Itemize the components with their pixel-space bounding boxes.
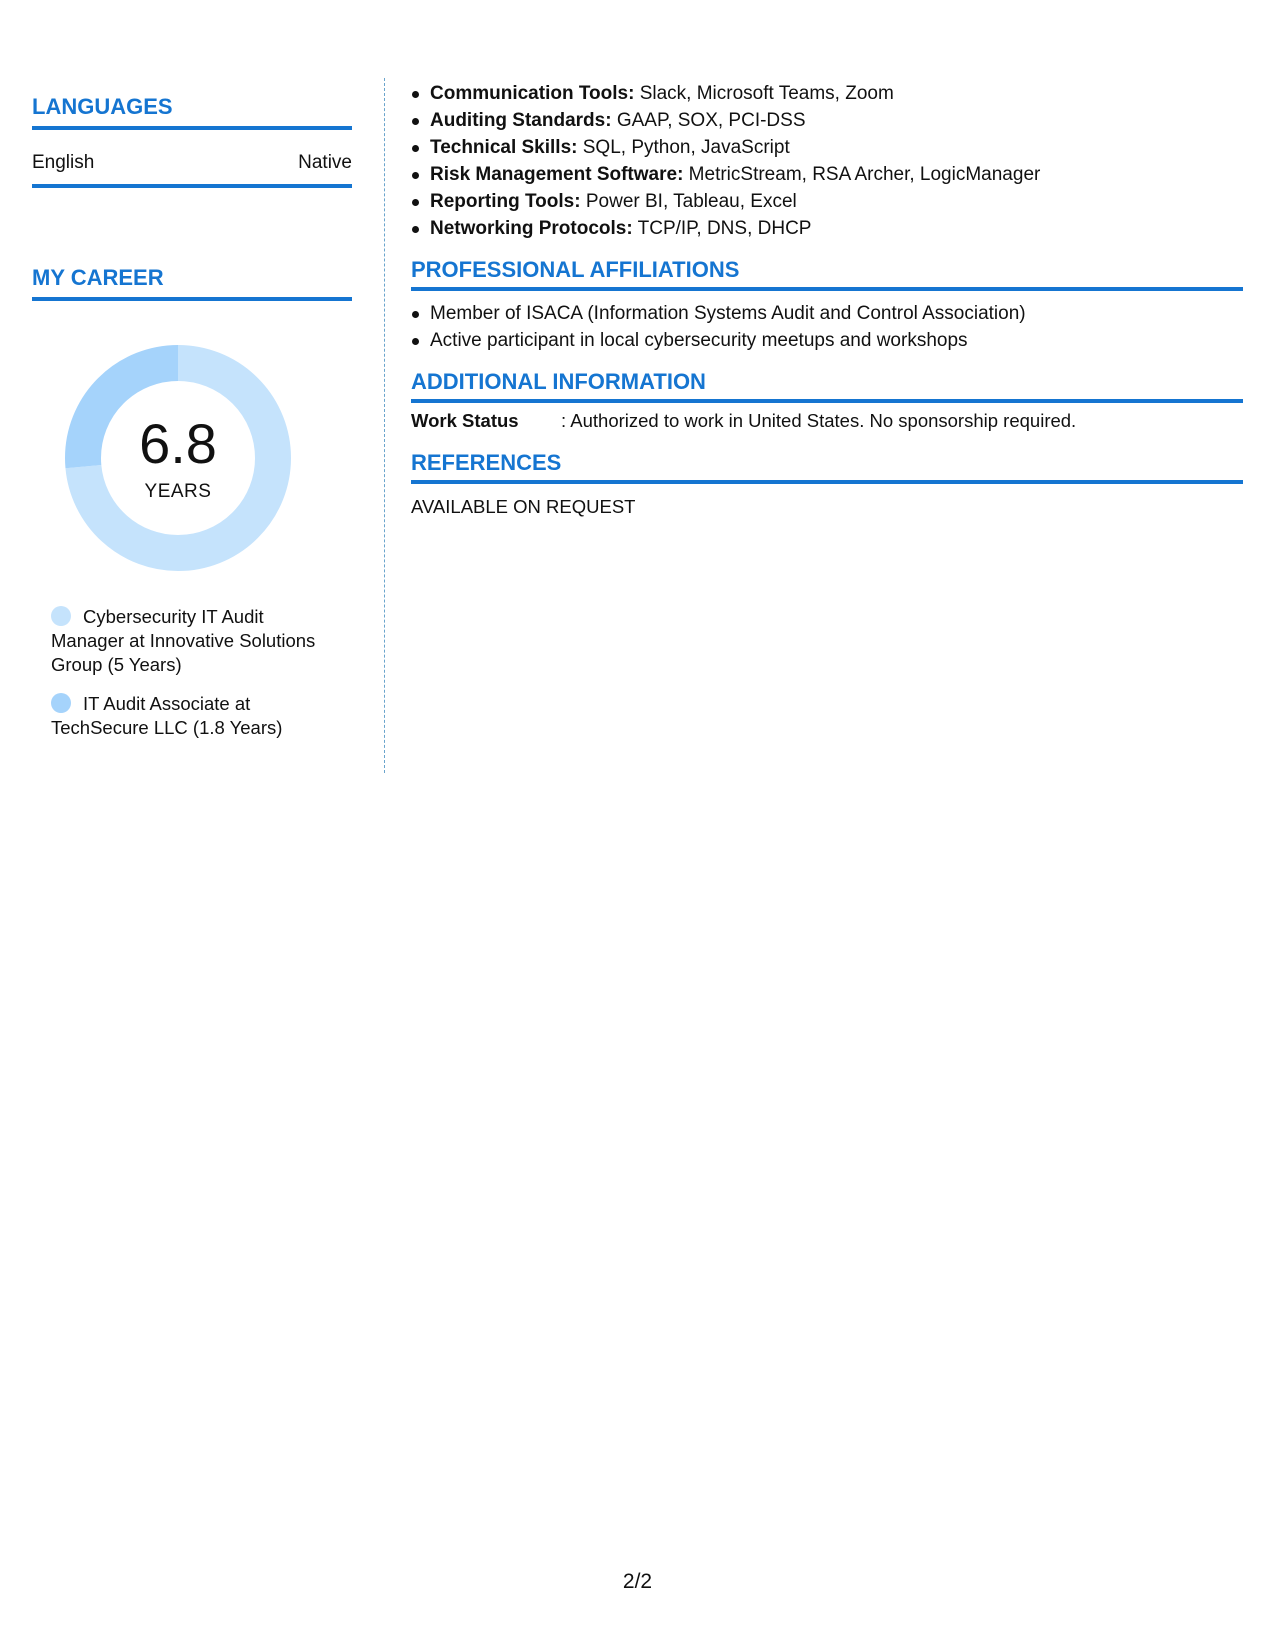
skills-list — [411, 80, 1243, 242]
skill-item — [411, 188, 1243, 215]
legend-dot-2 — [51, 693, 71, 713]
affiliations-list — [411, 300, 1243, 354]
career-donut-chart — [65, 345, 291, 571]
skill-label: Technical Skills: — [430, 137, 578, 158]
skill-item — [411, 161, 1243, 188]
skill-item — [411, 134, 1243, 161]
skill-value: TCP/IP, DNS, DHCP — [632, 218, 812, 239]
affiliation-item: Active participant in local cybersecurity meetups and workshops — [411, 327, 1243, 354]
work-status-value: : Authorized to work in United States. No sponsorship required. — [561, 410, 1077, 431]
additional-info-title: ADDITIONAL INFORMATION — [411, 369, 1243, 403]
legend-label-1: Cybersecurity IT Audit Manager at Innovative Solutions Group (5 Years) — [51, 606, 316, 675]
skill-value: MetricStream, RSA Archer, LogicManager — [683, 164, 1041, 185]
references-text: AVAILABLE ON REQUEST — [411, 496, 636, 517]
work-status-row — [411, 410, 1243, 432]
language-name: English — [32, 152, 95, 173]
skill-value: GAAP, SOX, PCI-DSS — [611, 110, 806, 131]
legend-dot-1 — [51, 606, 71, 626]
skill-label: Communication Tools: — [430, 83, 635, 104]
references-title: REFERENCES — [411, 450, 1243, 484]
career-title: MY CAREER — [32, 265, 352, 301]
work-status-label: Work Status — [411, 410, 519, 431]
skill-label: Auditing Standards: — [430, 110, 612, 131]
skill-value: SQL, Python, JavaScript — [577, 137, 790, 158]
skill-label: Risk Management Software: — [430, 164, 684, 185]
column-divider — [384, 78, 385, 773]
skill-item — [411, 215, 1243, 242]
skill-label: Networking Protocols: — [430, 218, 633, 239]
language-row-english — [32, 152, 352, 188]
skill-value: Slack, Microsoft Teams, Zoom — [634, 83, 894, 104]
affiliations-title: PROFESSIONAL AFFILIATIONS — [411, 257, 1243, 291]
page-number: 2/2 — [622, 1570, 653, 1593]
skill-item — [411, 107, 1243, 134]
skill-value: Power BI, Tableau, Excel — [580, 191, 797, 212]
language-level: Native — [298, 152, 352, 173]
legend-item-1 — [51, 605, 341, 677]
languages-title: LANGUAGES — [32, 94, 352, 130]
affiliation-item: Member of ISACA (Information Systems Audit and Control Association) — [411, 300, 1243, 327]
legend-item-2 — [51, 692, 341, 740]
skill-label: Reporting Tools: — [430, 191, 581, 212]
legend-label-2: IT Audit Associate at TechSecure LLC (1.8 Years) — [51, 693, 283, 738]
skill-item — [411, 80, 1243, 107]
career-total-years: 6.8 — [139, 412, 217, 475]
career-years-unit: YEARS — [144, 481, 212, 502]
